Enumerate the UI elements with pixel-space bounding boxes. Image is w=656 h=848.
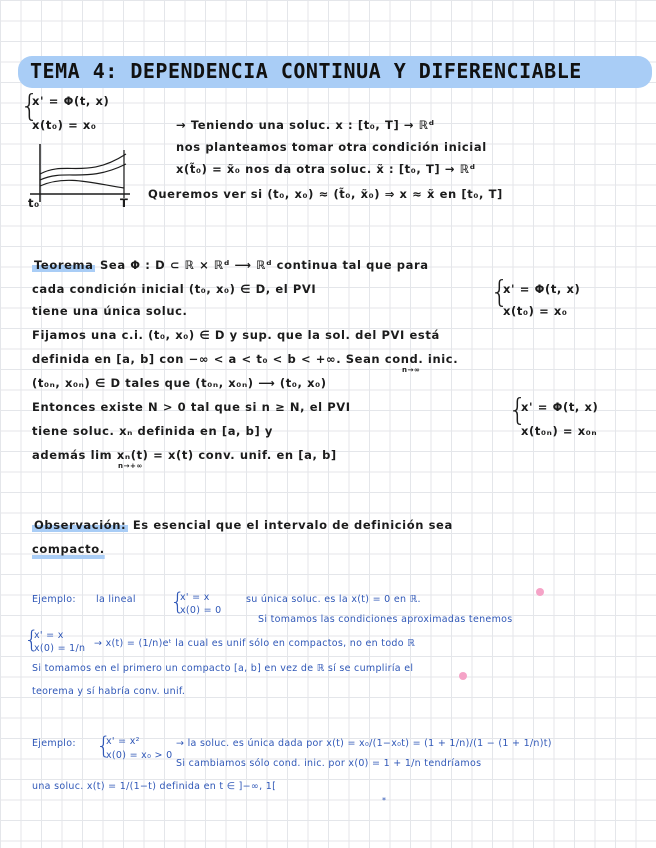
theorem-line4: Fijamos una c.i. (t₀, x₀) ∈ D y sup. que la sol. del PVI está [32, 328, 440, 342]
ejemplo1-label: Ejemplo: [32, 594, 76, 605]
graph-label-t0: t₀ [28, 196, 40, 210]
theorem-line9: además lim xₙ(t) = x(t) conv. unif. en [a, b] [32, 448, 337, 462]
ejemplo1-text3: → x(t) = (1/n)eᵗ la cual es unif sólo en compactos, no en todo ℝ [94, 638, 416, 649]
theorem-pvi1-b: x(t₀) = x₀ [503, 304, 568, 318]
ejemplo1-sys2-b: x(0) = 1/n [34, 643, 86, 654]
theorem-line6: (t₀ₙ, x₀ₙ) ∈ D tales que (t₀ₙ, x₀ₙ) ⟶ (t₀, x₀) [32, 376, 327, 390]
pink-dot [536, 588, 544, 596]
intro-line1: → Teniendo una soluc. x : [t₀, T] → ℝᵈ [176, 118, 435, 132]
theorem-pvi1-a: x' = Φ(t, x) [503, 282, 581, 296]
observacion-line2: compacto. [32, 542, 105, 556]
ejemplo1-sys-b: x(0) = 0 [180, 605, 222, 616]
theorem-line8: tiene soluc. xₙ definida en [a, b] y [32, 424, 274, 438]
graph-label-T: T [120, 196, 129, 210]
ejemplo2-sys-a: x' = x² [106, 736, 140, 747]
observacion-line1: Observación: Es esencial que el intervalo de definición sea [34, 518, 453, 532]
theorem-pvi2-a: x' = Φ(t, x) [521, 400, 599, 414]
ejemplo1-text4: Si tomamos en el primero un compacto [a, b] en vez de ℝ sí se cumpliría el [32, 663, 414, 674]
theorem-line5: definida en [a, b] con −∞ < a < t₀ < b < +∞. Sean cond. inic. [32, 352, 459, 366]
theorem-line7: Entonces existe N > 0 tal que si n ≥ N, el PVI [32, 400, 351, 414]
ejemplo1-brace: { [170, 588, 186, 616]
theorem-pvi2-b: x(t₀ₙ) = x₀ₙ [521, 424, 598, 438]
intro-line4: Queremos ver si (t₀, x₀) ≈ (t̃₀, x̃₀) ⇒ x ≈ x̃ en [t₀, T] [148, 187, 503, 201]
pvi-brace-1: { [490, 275, 510, 310]
system-brace: { [20, 89, 40, 124]
intro-system-line1: x' = Φ(t, x) [32, 94, 110, 108]
theorem-line3: tiene una única soluc. [32, 304, 188, 318]
ejemplo2-sys-b: x(0) = x₀ > 0 [106, 750, 173, 761]
ejemplo1-sys-a: x' = x [180, 592, 210, 603]
ejemplo1-brace-2: { [24, 626, 40, 654]
theorem-label: Teorema [34, 258, 94, 272]
ejemplo1-sys2-a: x' = x [34, 630, 64, 641]
page-title: TEMA 4: DEPENDENCIA CONTINUA Y DIFERENCIABLE [30, 59, 582, 83]
intro-line3: x(t̃₀) = x̃₀ nos da otra soluc. x̃ : [t₀, T] → ℝᵈ [176, 162, 476, 176]
ejemplo1-text1: la lineal [96, 594, 136, 605]
ejemplo2-text1: → la soluc. es única dada por x(t) = x₀/(1−x₀t) = (1 + 1/n)/(1 − (1 + 1/n)t) [176, 738, 552, 749]
ejemplo2-text3: una soluc. x(t) = 1/(1−t) definida en t ∈ ]−∞, 1[ [32, 781, 277, 792]
intro-system-line2: x(t₀) = x₀ [32, 118, 97, 132]
ejemplo2-brace: { [96, 732, 112, 760]
theorem-line1: Teorema Sea Φ : D ⊂ ℝ × ℝᵈ ⟶ ℝᵈ continua tal que para [34, 258, 429, 272]
cursor-mark: * [382, 796, 387, 805]
intro-line2: nos planteamos tomar otra condición inicial [176, 140, 487, 154]
ejemplo1-text1b: su única soluc. es la x(t) = 0 en ℝ. [246, 594, 421, 605]
pink-dot [459, 672, 467, 680]
ejemplo1-text2: Si tomamos las condiciones aproximadas tenemos [258, 614, 513, 625]
theorem-limit-arrow-label: n→∞ [402, 366, 421, 374]
theorem-line2: cada condición inicial (t₀, x₀) ∈ D, el PVI [32, 282, 317, 296]
observacion-label: Observación: [34, 518, 127, 532]
ejemplo1-text5: teorema y sí habría conv. unif. [32, 686, 186, 697]
ejemplo2-label: Ejemplo: [32, 738, 76, 749]
pvi-brace-2: { [508, 393, 528, 428]
theorem-limit-sub: n→+∞ [118, 462, 143, 470]
ejemplo2-text2: Si cambiamos sólo cond. inic. por x(0) = 1 + 1/n tendríamos [176, 758, 482, 769]
